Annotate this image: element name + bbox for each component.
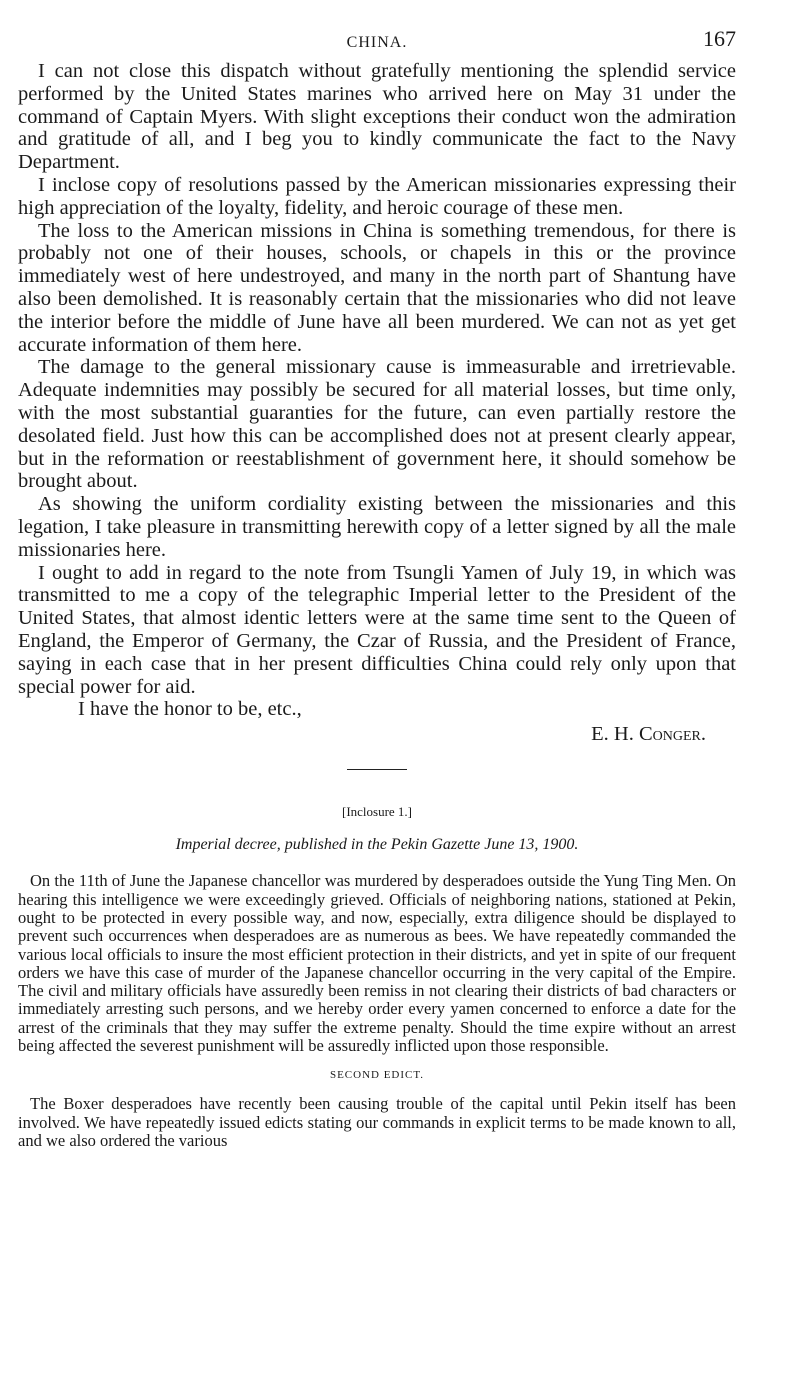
section-divider: [347, 769, 407, 770]
enclosure-label: [Inclosure 1.]: [341, 804, 413, 820]
page-number: 167: [703, 26, 736, 51]
paragraph: The loss to the American missions in China is something tremendous, for there is probably not one of their houses, schools, or chapels in this or the province immediately west of here undestroyed, and many in the north part of Shantung have also been demolished. It is reasonably certain that the missionaries who did not leave the interior before the middle of June have all been murdered. We can not as yet get accurate information of them here.: [18, 219, 736, 356]
closing-line: I have the honor to be, etc.,: [78, 698, 302, 721]
running-head: CHINA.: [346, 34, 408, 51]
paragraph: On the 11th of June the Japanese chancellor was murdered by desperadoes outside the Yung Ting Men. On hearing this intelligence we were exceedingly grieved. Officials of neighboring nations, stationed at Pekin, ought to be protected in every possible way, and now, especially, extra diligence should be displayed to prevent such occurrences when desperadoes are as numerous as bees. We have repeatedly commanded the various local officials to insure the most efficient protection in their districts, and yet in spite of our frequent orders we have this case of murder of the Japanese chancellor occurring in the very capital of the Empire. The civil and military officials have assuredly been remiss in not clearing their districts of bad characters or immediately arresting such persons, and we hereby order every yamen concerned to enforce a date for the arrest of the criminals that they may suffer the extreme penalty. Should the time expire without an arrest being affected the severest punishment will be assuredly inflicted upon those responsible.: [18, 871, 736, 1055]
page-header: [18, 26, 736, 60]
paragraph: I ought to add in regard to the note from Tsungli Yamen of July 19, in which was transmitted to me a copy of the telegraphic Imperial letter to the President of the United States, that almost identic letters were at the same time sent to the Queen of England, the Emperor of Germany, the Czar of Russia, and the President of France, saying in each case that in her present difficulties China could rely only upon that special power for aid.: [18, 561, 736, 698]
paragraph: I inclose copy of resolutions passed by the American missionaries expressing their high appreciation of the loyalty, fidelity, and heroic courage of these men.: [18, 173, 736, 219]
paragraph: I can not close this dispatch without gratefully mentioning the splendid service performed by the United States marines who arrived here on May 31 under the command of Captain Myers. With slight exceptions their conduct won the admiration and gratitude of all, and I beg you to kindly communicate the fact to the Navy Department.: [18, 60, 736, 174]
second-edict-heading: SECOND EDICT.: [329, 1069, 425, 1082]
dispatch-body: [18, 60, 736, 747]
document-page: [18, 26, 736, 1150]
decree-title: Imperial decree, published in the Pekin Gazette June 13, 1900.: [175, 836, 579, 854]
paragraph: As showing the uniform cordiality existing between the missionaries and this legation, I take pleasure in transmitting herewith copy of a letter signed by all the male missionaries here.: [18, 493, 736, 561]
paragraph: The damage to the general missionary cause is immeasurable and irretrievable. Adequate indemnities may possibly be secured for all material losses, but time only, with the most substantial guaranties for the future, can even partially restore the desolated field. Just how this can be accomplished does not at present clearly appear, but in the reformation or reestablishment of government here, it should somehow be brought about.: [18, 356, 736, 493]
decree-body: [18, 872, 736, 1150]
signature: E. H. Conger.: [591, 723, 706, 746]
paragraph: The Boxer desperadoes have recently been causing trouble of the capital until Pekin itself has been involved. We have repeatedly issued edicts stating our commands in explicit terms to be made known to all, and we also ordered the various: [18, 1094, 736, 1150]
